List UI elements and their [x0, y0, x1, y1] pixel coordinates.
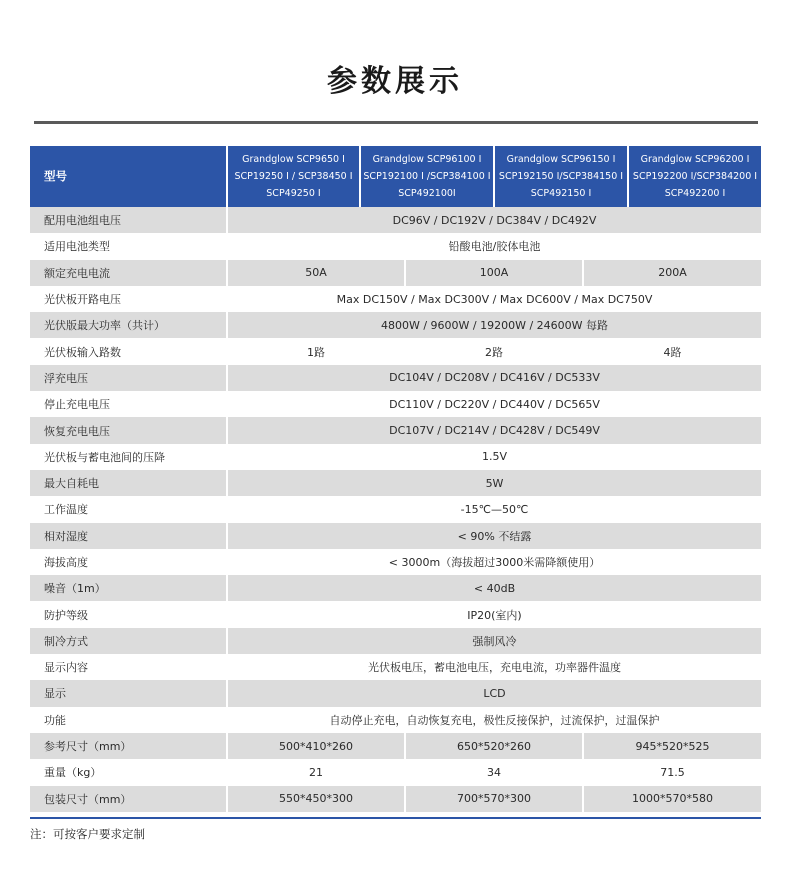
row-value: < 90% 不结露: [227, 523, 761, 549]
table-row: [30, 286, 761, 312]
row-label: 光伏板开路电压: [30, 286, 227, 312]
table-row: [30, 549, 761, 575]
row-value-2: 700*570*300: [405, 786, 583, 812]
model-1-line-1: Grandglow SCP9650 I: [242, 154, 345, 165]
row-value-1: 550*450*300: [227, 786, 405, 812]
footnote: 注：可按客户要求定制: [30, 827, 145, 841]
model-4-line-2: SCP192200 I/SCP384200 I: [632, 171, 758, 182]
row-label: 光伏板与蓄电池间的压降: [30, 444, 227, 470]
row-value: 4800W / 9600W / 19200W / 24600W 每路: [227, 312, 761, 338]
table-row: [30, 338, 761, 364]
row-value-3: 200A: [583, 260, 761, 286]
row-label: 噪音（1m）: [30, 575, 227, 601]
row-label: 光伏版最大功率（共计）: [30, 312, 227, 338]
row-value-1: 50A: [227, 260, 405, 286]
header-model-2: [360, 146, 494, 207]
model-4-line-3: SCP492200 I: [664, 188, 726, 199]
row-value: 1.5V: [481, 450, 508, 464]
table-row: [30, 312, 761, 338]
row-value-3: 945*520*525: [583, 733, 761, 759]
row-value: < 3000m（海拔超过3000米需降额使用）: [388, 556, 601, 569]
table-row: [30, 365, 761, 391]
row-value: Max DC150V / Max DC300V / Max DC600V / Max DC750V: [336, 292, 653, 306]
row-value-1: 1路: [227, 338, 405, 364]
row-label: 包装尺寸（mm）: [30, 786, 227, 812]
row-value: 自动停止充电，自动恢复充电，极性反接保护，过流保护，过温保护: [329, 713, 660, 727]
row-label: 额定充电电流: [30, 260, 227, 286]
row-value-2: 100A: [405, 260, 583, 286]
table-row: [30, 391, 761, 417]
header-model-4: [628, 146, 761, 207]
table-row: [30, 759, 761, 785]
row-value: 光伏板电压，蓄电池电压，充电电流，功率器件温度: [368, 661, 621, 675]
table-row: [30, 233, 761, 259]
table-row: [30, 628, 761, 654]
row-value: LCD: [227, 680, 761, 706]
row-label: 功能: [30, 707, 227, 733]
table-row: [30, 707, 761, 733]
row-value-3: 71.5: [660, 765, 685, 779]
row-value-3: 4路: [663, 345, 682, 359]
table-row: [30, 575, 761, 601]
row-label: 最大自耗电: [30, 470, 227, 496]
model-2-line-2: SCP192100 I /SCP384100 I: [363, 171, 491, 182]
row-value: IP20(室内): [467, 608, 522, 622]
table-row: [30, 733, 761, 759]
row-label: 光伏板输入路数: [30, 338, 227, 364]
row-label: 停止充电电压: [30, 391, 227, 417]
model-1-line-2: SCP19250 I / SCP38450 I: [234, 171, 353, 182]
row-value-1: 21: [227, 759, 405, 785]
row-label: 恢复充电电压: [30, 417, 227, 443]
model-3-line-3: SCP492150 I: [530, 188, 592, 199]
row-value: DC110V / DC220V / DC440V / DC565V: [389, 397, 600, 411]
header-model-label: 型号: [30, 146, 227, 207]
table-row: [30, 654, 761, 680]
row-value-2: 650*520*260: [405, 733, 583, 759]
row-label: 适用电池类型: [30, 233, 227, 259]
model-1-line-3: SCP49250 I: [266, 188, 321, 199]
row-label: 配用电池组电压: [30, 207, 227, 233]
row-value: 5W: [227, 470, 761, 496]
row-label: 工作温度: [30, 496, 227, 522]
row-label: 显示内容: [30, 654, 227, 680]
row-value-2: 2路: [405, 338, 583, 364]
row-label: 制冷方式: [30, 628, 227, 654]
header-model-1: [227, 146, 360, 207]
model-2-line-1: Grandglow SCP96100 I: [372, 154, 482, 165]
row-label: 海拔高度: [30, 549, 227, 575]
row-value-1: 500*410*260: [227, 733, 405, 759]
table-row: [30, 417, 761, 443]
header-model-3: [494, 146, 628, 207]
model-2-line-3: SCP492100I: [398, 188, 456, 199]
page-title: 参数展示: [327, 64, 463, 99]
table-row: [30, 496, 761, 522]
table-row: [30, 260, 761, 286]
row-value: 铅酸电池/胶体电池: [448, 240, 541, 254]
table-row: [30, 786, 761, 812]
spec-table: [30, 146, 761, 812]
row-value: DC96V / DC192V / DC384V / DC492V: [227, 207, 761, 233]
title-divider: [34, 121, 758, 124]
row-value: DC104V / DC208V / DC416V / DC533V: [227, 365, 761, 391]
row-label: 显示: [30, 680, 227, 706]
row-label: 参考尺寸（mm）: [30, 733, 227, 759]
model-3-line-2: SCP192150 I/SCP384150 I: [498, 171, 624, 182]
table-row: [30, 470, 761, 496]
row-value: < 40dB: [227, 575, 761, 601]
row-label: 防护等级: [30, 601, 227, 627]
table-row: [30, 523, 761, 549]
row-value: DC107V / DC214V / DC428V / DC549V: [227, 417, 761, 443]
row-label: 浮充电压: [30, 365, 227, 391]
row-label: 重量（kg）: [30, 759, 227, 785]
table-row: [30, 444, 761, 470]
row-label: 相对湿度: [30, 523, 227, 549]
table-row: [30, 601, 761, 627]
table-row: [30, 680, 761, 706]
table-bottom-divider: [30, 817, 761, 819]
row-value-2: 34: [405, 759, 583, 785]
row-value: 强制风冷: [227, 628, 761, 654]
row-value-3: 1000*570*580: [583, 786, 761, 812]
row-value: -15℃—50℃: [460, 502, 529, 516]
model-4-line-1: Grandglow SCP96200 I: [640, 154, 750, 165]
table-row: [30, 207, 761, 233]
model-3-line-1: Grandglow SCP96150 I: [506, 154, 616, 165]
table-header-row: [30, 146, 761, 207]
